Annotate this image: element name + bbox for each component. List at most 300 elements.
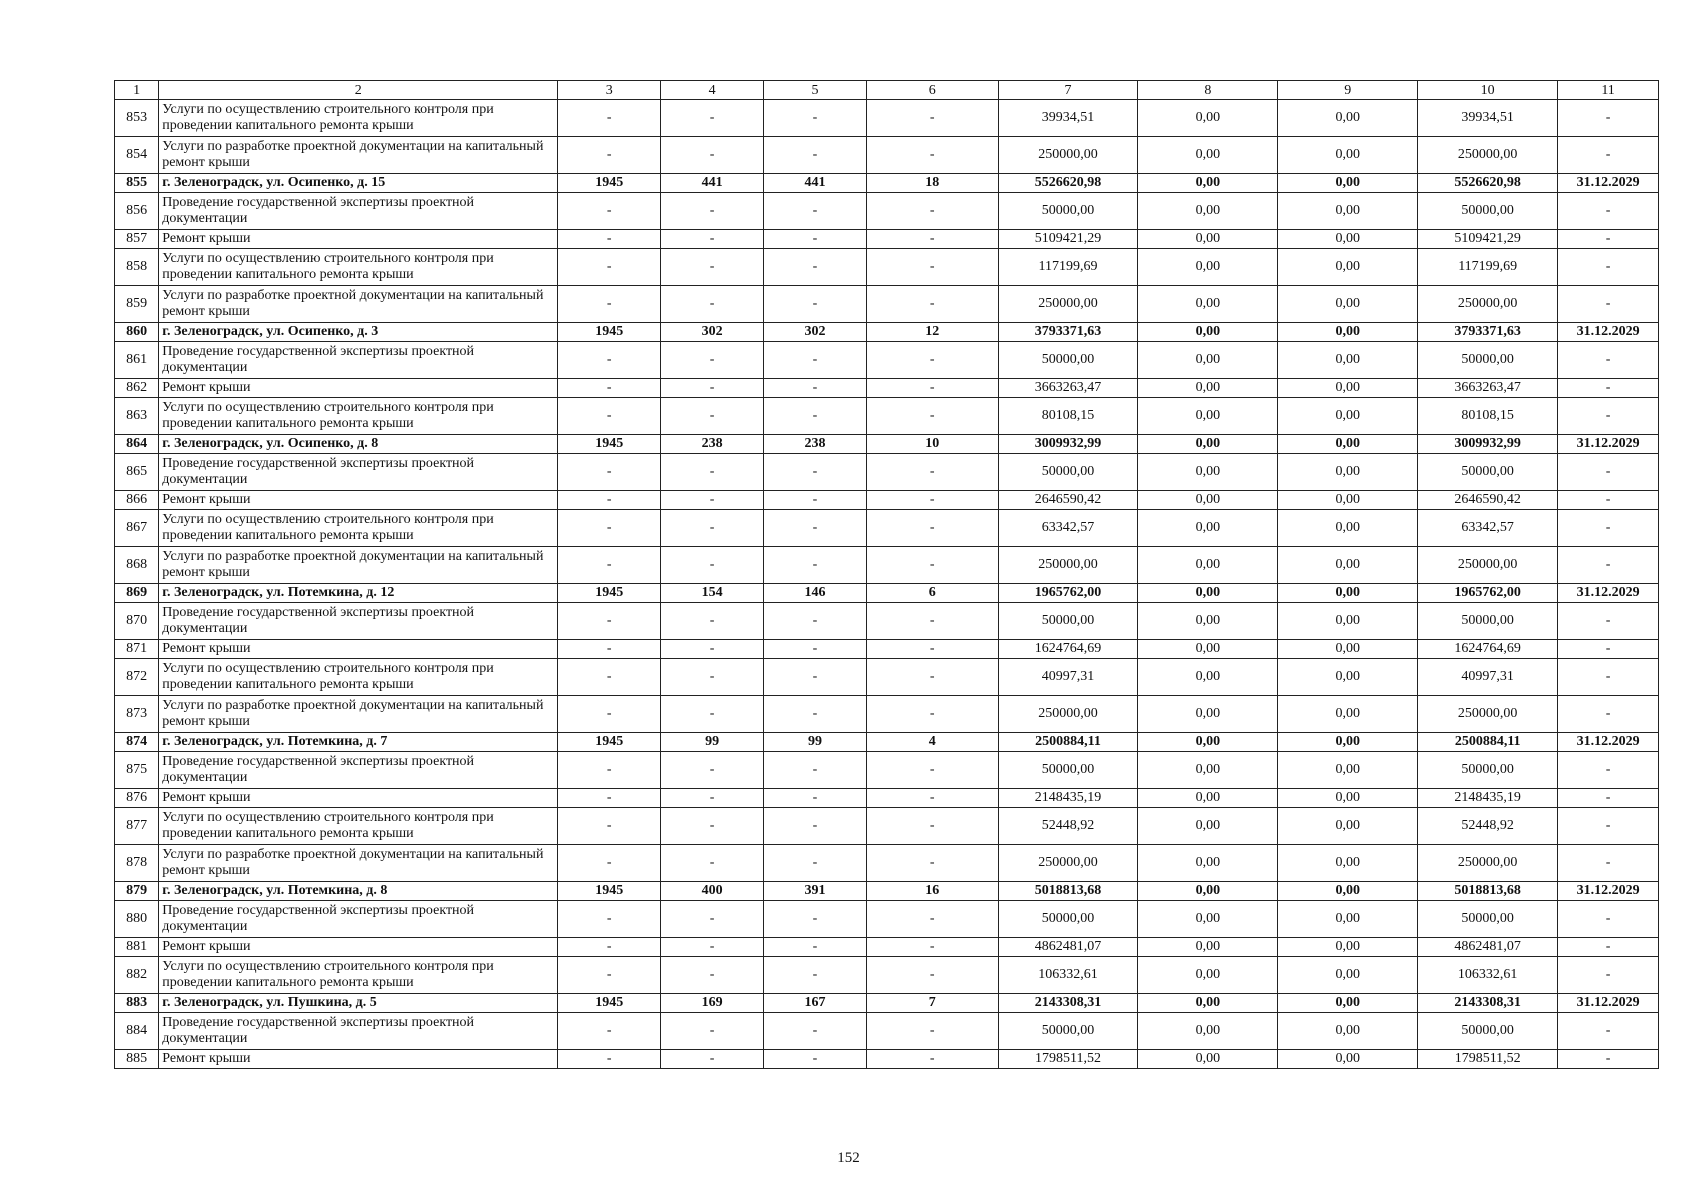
row-regional-funds: 0,00 [1278,789,1418,808]
row-year: - [558,193,661,230]
row-year: 1945 [558,733,661,752]
row-deadline: - [1558,379,1659,398]
row-number: 869 [115,584,159,603]
row-year: 1945 [558,584,661,603]
row-year: - [558,100,661,137]
row-owner-funds: 2500884,11 [1418,733,1558,752]
row-living-area: - [764,100,867,137]
row-name: Услуги по осуществлению строительного контроля при проведении капитального ремонта крыши [159,957,558,994]
row-federal-funds: 0,00 [1138,584,1278,603]
row-regional-funds: 0,00 [1278,938,1418,957]
row-number: 860 [115,323,159,342]
row-regional-funds: 0,00 [1278,137,1418,174]
row-total-area: 238 [661,435,764,454]
row-living-area: - [764,752,867,789]
row-owner-funds: 106332,61 [1418,957,1558,994]
row-residents: - [866,696,998,733]
row-deadline: - [1558,1013,1659,1050]
address-row [115,174,1659,193]
row-living-area: - [764,193,867,230]
row-total-area: - [661,230,764,249]
row-federal-funds: 0,00 [1138,640,1278,659]
row-federal-funds: 0,00 [1138,323,1278,342]
row-total-area: - [661,901,764,938]
row-regional-funds: 0,00 [1278,808,1418,845]
row-residents: - [866,1013,998,1050]
table-row [115,789,1659,808]
row-deadline: - [1558,938,1659,957]
row-year: 1945 [558,323,661,342]
row-year: - [558,249,661,286]
row-total-cost: 3009932,99 [998,435,1138,454]
row-regional-funds: 0,00 [1278,230,1418,249]
row-owner-funds: 117199,69 [1418,249,1558,286]
row-deadline: - [1558,547,1659,584]
row-name: Услуги по осуществлению строительного контроля при проведении капитального ремонта крыши [159,100,558,137]
row-living-area: - [764,342,867,379]
row-federal-funds: 0,00 [1138,398,1278,435]
address-row [115,733,1659,752]
row-living-area: - [764,547,867,584]
row-year: - [558,454,661,491]
row-owner-funds: 50000,00 [1418,752,1558,789]
table-row [115,249,1659,286]
row-year: 1945 [558,882,661,901]
table-row [115,398,1659,435]
row-year: - [558,342,661,379]
row-regional-funds: 0,00 [1278,901,1418,938]
row-total-cost: 50000,00 [998,193,1138,230]
row-total-cost: 63342,57 [998,510,1138,547]
row-number: 868 [115,547,159,584]
row-residents: 12 [866,323,998,342]
row-total-cost: 250000,00 [998,286,1138,323]
row-owner-funds: 50000,00 [1418,1013,1558,1050]
header-cell: 10 [1418,81,1558,100]
table-row [115,510,1659,547]
row-residents: - [866,398,998,435]
row-deadline: - [1558,249,1659,286]
row-owner-funds: 250000,00 [1418,547,1558,584]
row-owner-funds: 50000,00 [1418,193,1558,230]
row-residents: 18 [866,174,998,193]
row-year: - [558,510,661,547]
row-federal-funds: 0,00 [1138,752,1278,789]
row-number: 881 [115,938,159,957]
row-number: 859 [115,286,159,323]
row-total-cost: 50000,00 [998,1013,1138,1050]
row-total-cost: 2646590,42 [998,491,1138,510]
row-total-area: - [661,193,764,230]
row-regional-funds: 0,00 [1278,994,1418,1013]
header-cell: 3 [558,81,661,100]
row-total-cost: 80108,15 [998,398,1138,435]
row-owner-funds: 80108,15 [1418,398,1558,435]
row-regional-funds: 0,00 [1278,845,1418,882]
row-deadline: 31.12.2029 [1558,323,1659,342]
row-living-area: - [764,286,867,323]
row-federal-funds: 0,00 [1138,901,1278,938]
row-name: Проведение государственной экспертизы проектной документации [159,454,558,491]
row-living-area: - [764,1013,867,1050]
row-number: 853 [115,100,159,137]
row-deadline: 31.12.2029 [1558,882,1659,901]
row-total-area: 169 [661,994,764,1013]
row-federal-funds: 0,00 [1138,659,1278,696]
row-owner-funds: 2646590,42 [1418,491,1558,510]
row-total-cost: 106332,61 [998,957,1138,994]
row-federal-funds: 0,00 [1138,789,1278,808]
table-row [115,696,1659,733]
row-number: 856 [115,193,159,230]
row-total-area: - [661,342,764,379]
row-total-cost: 250000,00 [998,696,1138,733]
row-federal-funds: 0,00 [1138,249,1278,286]
row-year: - [558,1050,661,1069]
header-cell: 6 [866,81,998,100]
row-federal-funds: 0,00 [1138,547,1278,584]
table-row [115,230,1659,249]
table-row [115,342,1659,379]
row-number: 865 [115,454,159,491]
row-living-area: - [764,379,867,398]
row-living-area: 302 [764,323,867,342]
row-regional-funds: 0,00 [1278,249,1418,286]
row-regional-funds: 0,00 [1278,286,1418,323]
row-total-cost: 5018813,68 [998,882,1138,901]
table-row [115,137,1659,174]
table-row [115,379,1659,398]
row-deadline: 31.12.2029 [1558,994,1659,1013]
row-regional-funds: 0,00 [1278,454,1418,491]
row-total-area: 441 [661,174,764,193]
row-deadline: - [1558,454,1659,491]
row-living-area: - [764,454,867,491]
row-number: 871 [115,640,159,659]
row-living-area: - [764,901,867,938]
row-living-area: 146 [764,584,867,603]
row-name: Проведение государственной экспертизы проектной документации [159,342,558,379]
table-row [115,547,1659,584]
row-name: г. Зеленоградск, ул. Пушкина, д. 5 [159,994,558,1013]
row-name: Услуги по разработке проектной документации на капитальный ремонт крыши [159,286,558,323]
row-total-area: 154 [661,584,764,603]
row-living-area: - [764,603,867,640]
row-residents: - [866,901,998,938]
row-number: 861 [115,342,159,379]
address-row [115,323,1659,342]
row-number: 864 [115,435,159,454]
row-deadline: - [1558,957,1659,994]
row-total-cost: 3793371,63 [998,323,1138,342]
table-row [115,1050,1659,1069]
row-name: Проведение государственной экспертизы проектной документации [159,603,558,640]
row-total-area: - [661,379,764,398]
row-name: Услуги по осуществлению строительного контроля при проведении капитального ремонта крыши [159,808,558,845]
row-owner-funds: 52448,92 [1418,808,1558,845]
row-living-area: - [764,398,867,435]
row-owner-funds: 2148435,19 [1418,789,1558,808]
row-number: 863 [115,398,159,435]
row-name: Ремонт крыши [159,1050,558,1069]
row-federal-funds: 0,00 [1138,957,1278,994]
row-year: - [558,491,661,510]
row-number: 874 [115,733,159,752]
row-regional-funds: 0,00 [1278,1050,1418,1069]
row-federal-funds: 0,00 [1138,342,1278,379]
row-regional-funds: 0,00 [1278,640,1418,659]
row-deadline: - [1558,286,1659,323]
header-cell: 9 [1278,81,1418,100]
row-year: - [558,808,661,845]
row-regional-funds: 0,00 [1278,584,1418,603]
row-residents: - [866,659,998,696]
row-federal-funds: 0,00 [1138,510,1278,547]
row-year: - [558,1013,661,1050]
row-owner-funds: 50000,00 [1418,454,1558,491]
row-residents: - [866,286,998,323]
table-row [115,957,1659,994]
row-year: - [558,603,661,640]
row-name: Проведение государственной экспертизы проектной документации [159,1013,558,1050]
row-number: 857 [115,230,159,249]
row-number: 878 [115,845,159,882]
row-owner-funds: 250000,00 [1418,286,1558,323]
row-year: 1945 [558,994,661,1013]
row-owner-funds: 3663263,47 [1418,379,1558,398]
row-federal-funds: 0,00 [1138,435,1278,454]
row-number: 882 [115,957,159,994]
row-total-cost: 2148435,19 [998,789,1138,808]
row-deadline: 31.12.2029 [1558,733,1659,752]
row-regional-funds: 0,00 [1278,1013,1418,1050]
row-name: Ремонт крыши [159,491,558,510]
row-owner-funds: 1798511,52 [1418,1050,1558,1069]
row-total-area: - [661,696,764,733]
table-row [115,938,1659,957]
row-living-area: - [764,491,867,510]
address-row [115,882,1659,901]
row-regional-funds: 0,00 [1278,174,1418,193]
table-row [115,640,1659,659]
row-federal-funds: 0,00 [1138,845,1278,882]
row-total-cost: 1624764,69 [998,640,1138,659]
row-total-area: - [661,640,764,659]
row-federal-funds: 0,00 [1138,696,1278,733]
row-total-cost: 5109421,29 [998,230,1138,249]
header-cell: 11 [1558,81,1659,100]
table-row [115,808,1659,845]
row-federal-funds: 0,00 [1138,174,1278,193]
row-total-area: - [661,547,764,584]
row-year: - [558,659,661,696]
row-residents: - [866,249,998,286]
row-number: 872 [115,659,159,696]
row-deadline: - [1558,845,1659,882]
row-total-area: - [661,1050,764,1069]
row-total-cost: 50000,00 [998,603,1138,640]
row-deadline: - [1558,1050,1659,1069]
row-number: 885 [115,1050,159,1069]
row-living-area: 238 [764,435,867,454]
row-total-cost: 50000,00 [998,752,1138,789]
row-living-area: - [764,938,867,957]
row-residents: - [866,957,998,994]
row-owner-funds: 50000,00 [1418,342,1558,379]
row-federal-funds: 0,00 [1138,230,1278,249]
row-federal-funds: 0,00 [1138,808,1278,845]
row-total-area: - [661,938,764,957]
row-deadline: - [1558,230,1659,249]
row-owner-funds: 250000,00 [1418,845,1558,882]
row-number: 867 [115,510,159,547]
row-federal-funds: 0,00 [1138,994,1278,1013]
row-total-cost: 117199,69 [998,249,1138,286]
row-year: - [558,696,661,733]
row-residents: - [866,547,998,584]
row-total-cost: 50000,00 [998,454,1138,491]
row-deadline: 31.12.2029 [1558,435,1659,454]
row-total-area: - [661,398,764,435]
row-total-area: 302 [661,323,764,342]
row-total-area: - [661,808,764,845]
row-year: - [558,230,661,249]
row-residents: 4 [866,733,998,752]
row-total-cost: 2500884,11 [998,733,1138,752]
row-regional-funds: 0,00 [1278,379,1418,398]
row-owner-funds: 1965762,00 [1418,584,1558,603]
row-living-area: - [764,1050,867,1069]
row-name: г. Зеленоградск, ул. Потемкина, д. 12 [159,584,558,603]
row-year: - [558,845,661,882]
row-number: 883 [115,994,159,1013]
header-cell: 2 [159,81,558,100]
row-living-area: - [764,230,867,249]
row-total-area: - [661,137,764,174]
row-year: - [558,286,661,323]
row-residents: - [866,230,998,249]
row-residents: 10 [866,435,998,454]
row-deadline: - [1558,342,1659,379]
row-total-area: - [661,603,764,640]
row-regional-funds: 0,00 [1278,100,1418,137]
row-year: - [558,901,661,938]
row-living-area: 99 [764,733,867,752]
row-owner-funds: 39934,51 [1418,100,1558,137]
row-owner-funds: 250000,00 [1418,137,1558,174]
row-deadline: - [1558,193,1659,230]
row-name: Проведение государственной экспертизы проектной документации [159,901,558,938]
row-owner-funds: 50000,00 [1418,603,1558,640]
row-name: Ремонт крыши [159,640,558,659]
row-owner-funds: 3009932,99 [1418,435,1558,454]
row-total-area: - [661,454,764,491]
row-regional-funds: 0,00 [1278,193,1418,230]
row-total-area: - [661,957,764,994]
row-residents: - [866,491,998,510]
row-number: 866 [115,491,159,510]
row-living-area: - [764,137,867,174]
row-owner-funds: 4862481,07 [1418,938,1558,957]
row-living-area: - [764,845,867,882]
row-residents: - [866,752,998,789]
row-name: Услуги по осуществлению строительного контроля при проведении капитального ремонта крыши [159,249,558,286]
row-number: 858 [115,249,159,286]
row-number: 854 [115,137,159,174]
row-residents: - [866,789,998,808]
row-deadline: 31.12.2029 [1558,584,1659,603]
row-name: Ремонт крыши [159,379,558,398]
row-total-area: - [661,491,764,510]
row-deadline: - [1558,696,1659,733]
row-name: г. Зеленоградск, ул. Осипенко, д. 8 [159,435,558,454]
row-owner-funds: 5018813,68 [1418,882,1558,901]
row-total-area: - [661,249,764,286]
row-regional-funds: 0,00 [1278,510,1418,547]
row-deadline: - [1558,510,1659,547]
row-number: 877 [115,808,159,845]
table-row [115,1013,1659,1050]
row-total-area: 99 [661,733,764,752]
row-residents: - [866,938,998,957]
row-regional-funds: 0,00 [1278,957,1418,994]
row-year: - [558,752,661,789]
row-living-area: - [764,696,867,733]
row-living-area: 391 [764,882,867,901]
table-row [115,845,1659,882]
row-residents: - [866,808,998,845]
row-total-area: - [661,510,764,547]
row-name: Услуги по разработке проектной документации на капитальный ремонт крыши [159,845,558,882]
row-regional-funds: 0,00 [1278,398,1418,435]
row-federal-funds: 0,00 [1138,193,1278,230]
table-row [115,193,1659,230]
header-cell: 7 [998,81,1138,100]
row-regional-funds: 0,00 [1278,603,1418,640]
row-name: Проведение государственной экспертизы проектной документации [159,193,558,230]
row-residents: - [866,137,998,174]
row-deadline: - [1558,398,1659,435]
row-federal-funds: 0,00 [1138,137,1278,174]
row-year: 1945 [558,174,661,193]
row-year: 1945 [558,435,661,454]
row-deadline: - [1558,808,1659,845]
row-deadline: - [1558,491,1659,510]
row-residents: - [866,193,998,230]
address-row [115,435,1659,454]
address-row [115,994,1659,1013]
row-regional-funds: 0,00 [1278,491,1418,510]
row-regional-funds: 0,00 [1278,733,1418,752]
row-deadline: - [1558,100,1659,137]
table-row [115,603,1659,640]
row-name: г. Зеленоградск, ул. Осипенко, д. 15 [159,174,558,193]
table-row [115,454,1659,491]
row-living-area: - [764,808,867,845]
row-year: - [558,640,661,659]
row-deadline: 31.12.2029 [1558,174,1659,193]
row-owner-funds: 2143308,31 [1418,994,1558,1013]
row-name: г. Зеленоградск, ул. Потемкина, д. 7 [159,733,558,752]
row-total-area: - [661,659,764,696]
row-residents: - [866,603,998,640]
row-total-cost: 50000,00 [998,342,1138,379]
row-total-cost: 50000,00 [998,901,1138,938]
row-name: Ремонт крыши [159,789,558,808]
row-federal-funds: 0,00 [1138,603,1278,640]
row-total-cost: 39934,51 [998,100,1138,137]
header-cell: 5 [764,81,867,100]
